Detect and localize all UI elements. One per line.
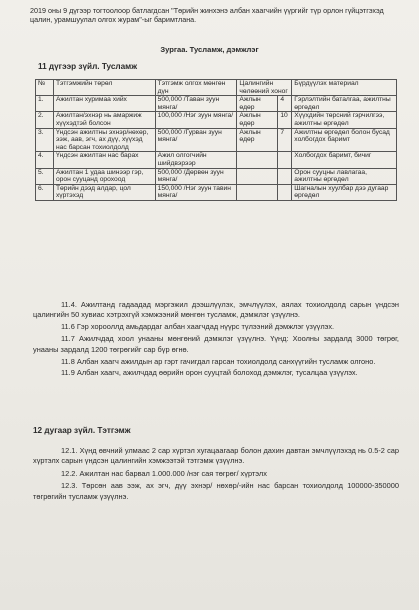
paragraph-11-8: 11.8 Албан хаагч ажилдын ар гэрт гачигдал гарсан тохиолдолд санхүүгийн тусламж олгоно. xyxy=(61,356,376,366)
cell-docs: Шагналын хуулбар дээ дугаар өргөдөл xyxy=(292,184,397,200)
cell-type: Үндсэн ажилтны эхнэр/нөхөр, ээж, аав, эгч, ах дүү, хүүхэд нас барсан тохиолдолд xyxy=(53,128,155,152)
cell-type: Ажилтан/эхнэр нь амаржиж хүүхэдтэй болсон xyxy=(53,112,155,128)
table-row xyxy=(36,168,397,184)
cell-docs: Орон сууцны лавлагаа, ажилтны өргөдөл xyxy=(292,168,397,184)
cell-no: 3. xyxy=(36,128,54,152)
chapter-12-paragraphs xyxy=(33,446,399,504)
cell-amount: 100,000 /Нэг зуун мянга/ xyxy=(155,112,237,128)
cell-amount: 500,000 /Таван зуун мянга/ xyxy=(155,96,237,112)
paragraph-12-1: 12.1. Хүнд өвчний улмаас 2 сар хүртэл хугацаагаар болон дахин давтан эмчлүүлэхэд нь 0.5-2 сар хүртэлх сарын үндсэн цалингийн хэмжээтэй тэтгэмж үзүүлнэ. xyxy=(33,446,399,466)
header-type: Тэтгэмжийн төрөл xyxy=(53,80,155,96)
cell-type: Ажилтан хуримаа хийх xyxy=(53,96,155,112)
cell-no: 5. xyxy=(36,168,54,184)
cell-leave-days: 7 xyxy=(278,128,292,152)
cell-leave: Ажлын өдөр xyxy=(237,112,278,128)
cell-leave xyxy=(237,152,278,168)
paragraph-11-4: 11.4. Ажилтанд гадаадад мэргэжил дээшлүүлэх, эмчлүүлэх, аялах тохиолдолд сарын үндсэн цалингийн 50 хувиас хэтрэхгүй хэмжээний мөнгөн тусламж, дэмжлэг үзүүлнэ. xyxy=(33,300,399,320)
cell-type: Үндсэн ажилтан нас барах xyxy=(53,152,155,168)
header-no: № xyxy=(36,80,54,96)
cell-docs: Гэрлэлтийн баталгаа, ажилтны өргөдөл xyxy=(292,96,397,112)
section-title: Зургаа. Тусламж, дэмжлэг xyxy=(160,45,259,54)
table-row xyxy=(36,128,397,152)
cell-type: Төрийн дээд алдар, цол хүртэхэд xyxy=(53,184,155,200)
chapter-12-title: 12 дугаар зүйл. Тэтгэмж xyxy=(33,426,131,435)
cell-no: 4. xyxy=(36,152,54,168)
table-row xyxy=(36,152,397,168)
paragraph-12-2: 12.2. Ажилтан нас барвал 1.000.000 /нэг сая төгрөг/ хүртэлх xyxy=(61,468,267,478)
cell-amount: Ажил олгогчийн шийдвэрээр xyxy=(155,152,237,168)
cell-no: 1. xyxy=(36,96,54,112)
header-docs: Бүрдүүлэх материал xyxy=(292,80,397,96)
table-row xyxy=(36,112,397,128)
cell-docs: Хүүхдийн төрсний гэрчилгээ, ажилтны өргөдөл xyxy=(292,112,397,128)
table-row xyxy=(36,96,397,112)
cell-leave-days xyxy=(278,168,292,184)
cell-no: 2. xyxy=(36,112,54,128)
table-row xyxy=(36,184,397,200)
chapter-11-paragraphs xyxy=(33,300,399,380)
chapter-11-title: 11 дүгээр зүйл. Тусламж xyxy=(38,62,138,71)
cell-no: 6. xyxy=(36,184,54,200)
paragraph-11-9: 11.9 Албан хаагч, ажилчдад өөрийн орон сууцтай болоход дэмжлэг, тусалцаа үзүүлэх. xyxy=(61,368,358,378)
header-amount: Тэтгэмж олгох мөнгөн дүн xyxy=(155,80,237,96)
paragraph-11-7: 11.7 Ажилчдад хоол унааны мөнгөний дэмжлэг үзүүлнэ. Үүнд: Хоолны зардалд 3000 төгрөг, унааны зардалд 1200 төгрөгийг сар бүр өгнө. xyxy=(33,334,399,354)
cell-amount: 150,000 /Нэг зуун тавин мянга/ xyxy=(155,184,237,200)
cell-type: Ажилтан 1 удаа шинээр гэр, орон сууцанд орохоод xyxy=(53,168,155,184)
cell-leave xyxy=(237,184,278,200)
cell-leave-days: 10 xyxy=(278,112,292,128)
cell-docs: Холбогдох баримт, бичиг xyxy=(292,152,397,168)
paragraph-12-3: 12.3. Төрсөн аав ээж, ах эгч, дүү эхнэр/ нөхөр/-ийн нас барсан тохиолдолд 100000-350000 төгрөгийн тусламж үзүүлнэ. xyxy=(33,481,399,501)
cell-docs: Ажилтны өргөдөл болон бусад холбогдох баримт xyxy=(292,128,397,152)
cell-amount: 500,000 /Дөрвөн зуун мянга/ xyxy=(155,168,237,184)
cell-amount: 500,000 /Гурван зуун мянга/ xyxy=(155,128,237,152)
paragraph-11-6: 11.6 Гэр хорооллд амьдардаг албан хаагчдад нүүрс түлээний дэмжлэг үзүүлэх. xyxy=(61,322,335,332)
intro-text: 2019 оны 9 дүгээр тогтоолоор батлагдсан "Төрийн жинхэнэ албан хаагчийн үүргийг түр орлон гүйцэтгэхэд цалин, урамшуулал олгох журам"-ыг баримтлана. xyxy=(30,6,384,24)
cell-leave-days: 4 xyxy=(278,96,292,112)
cell-leave: Ажлын өдөр xyxy=(237,96,278,112)
cell-leave-days xyxy=(278,152,292,168)
benefits-table xyxy=(35,79,397,201)
header-leave: Цалингийн чөлөөний хоног xyxy=(237,80,292,96)
table-header-row xyxy=(36,80,397,96)
cell-leave xyxy=(237,168,278,184)
cell-leave: Ажлын өдөр xyxy=(237,128,278,152)
cell-leave-days xyxy=(278,184,292,200)
